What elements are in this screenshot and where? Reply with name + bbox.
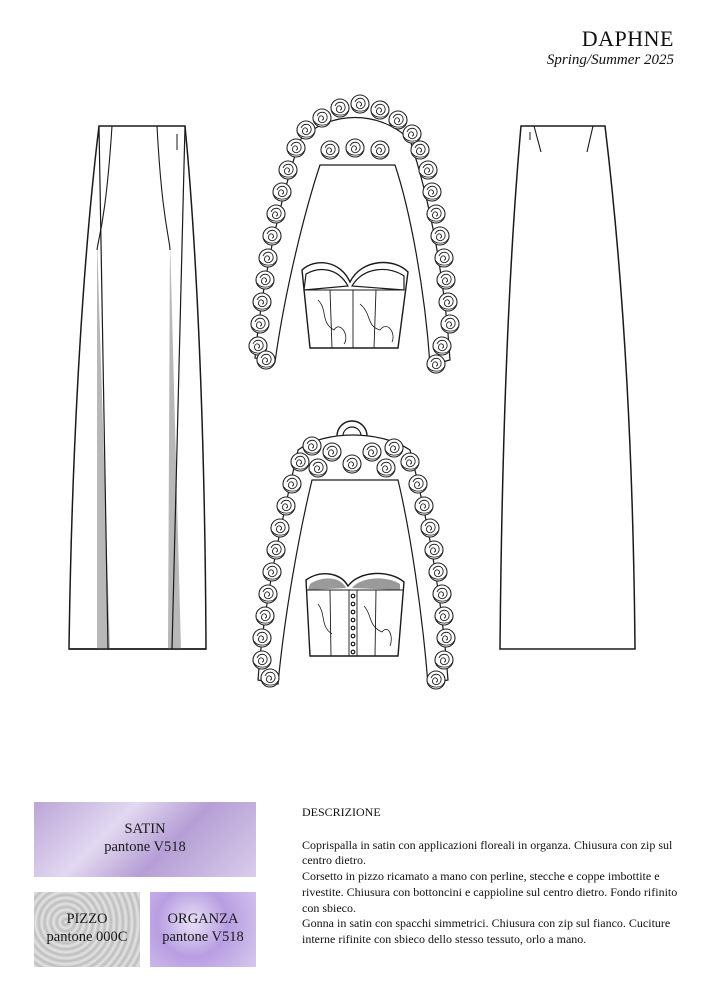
- organza-name: ORGANZA: [167, 911, 239, 927]
- skirt-front: [69, 126, 206, 649]
- description-paragraph: Gonna in satin con spacchi simmetrici. Chiusura con zip sul fianco. Cuciture interne rifinite con sbieco dello stesso tessuto, orlo a mano.: [302, 916, 671, 946]
- organza-pantone: pantone V518: [162, 929, 244, 945]
- collection-title: DAPHNE: [581, 26, 674, 51]
- swatch-pizzo: [34, 892, 140, 967]
- swatch-satin: [34, 802, 256, 877]
- description-paragraph: Coprispalla in satin con applicazioni floreali in organza. Chiusura con zip sul centro dietro.: [302, 837, 673, 868]
- description-block: [302, 805, 682, 948]
- skirt-back: [500, 126, 635, 649]
- pizzo-pantone: pantone 000C: [46, 929, 128, 945]
- description-paragraph: Corsetto in pizzo ricamato a mano con perline, stecche e coppe imbottite e rivestite. Chiusura con bottoncini e cappioline sul centro dietro. Fondo rifinito con sbieco.: [302, 869, 678, 915]
- satin-pantone: pantone V518: [104, 839, 186, 855]
- top-front: [249, 95, 459, 373]
- description-heading: DESCRIZIONE: [302, 805, 381, 819]
- top-back: [253, 421, 455, 689]
- season-label: Spring/Summer 2025: [546, 52, 674, 68]
- satin-name: SATIN: [124, 821, 166, 837]
- swatch-organza: [150, 892, 256, 967]
- pizzo-name: PIZZO: [66, 911, 108, 927]
